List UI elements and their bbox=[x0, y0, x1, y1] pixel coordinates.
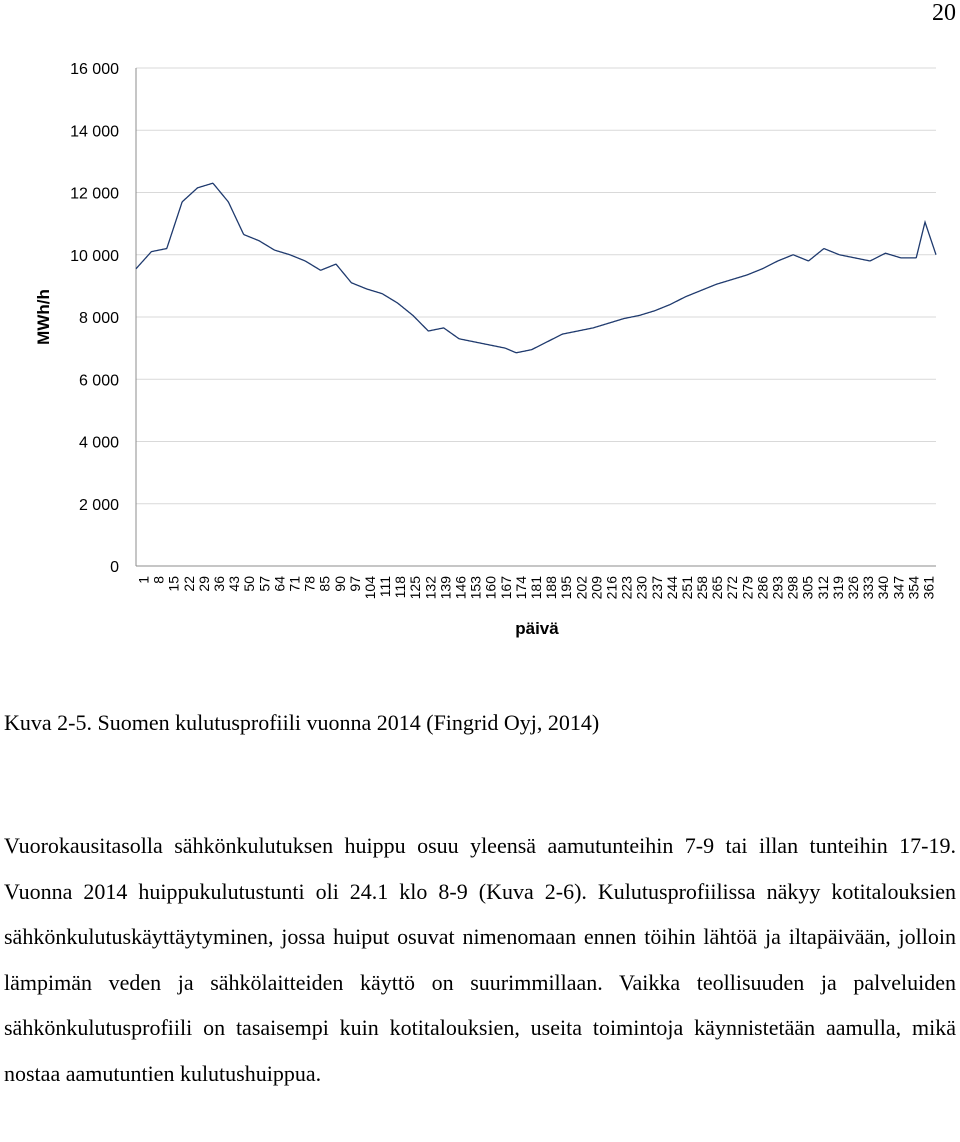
x-tick-label: 181 bbox=[528, 576, 544, 600]
x-tick-label: 258 bbox=[694, 576, 711, 600]
x-tick-label: 223 bbox=[618, 576, 635, 600]
y-tick-labels bbox=[70, 61, 119, 576]
x-tick-label: 319 bbox=[829, 576, 846, 600]
x-tick-label: 237 bbox=[648, 576, 665, 600]
chart-gridlines bbox=[136, 68, 936, 566]
y-tick-label: 12 000 bbox=[70, 185, 119, 203]
x-tick-label: 71 bbox=[286, 576, 303, 592]
series-line bbox=[136, 183, 936, 352]
y-tick-label: 4 000 bbox=[78, 434, 119, 452]
x-tick-label: 333 bbox=[860, 576, 877, 600]
x-tick-label: 78 bbox=[301, 576, 318, 592]
y-tick-label: 10 000 bbox=[70, 247, 119, 265]
consumption-chart bbox=[0, 40, 960, 660]
x-tick-label: 22 bbox=[180, 576, 197, 592]
x-tick-label: 272 bbox=[724, 576, 741, 600]
y-tick-label: 6 000 bbox=[78, 372, 119, 390]
x-tick-label: 361 bbox=[920, 576, 937, 600]
x-tick-label: 57 bbox=[256, 576, 273, 592]
x-tick-label: 209 bbox=[588, 576, 605, 600]
x-axis-label: päivä bbox=[515, 619, 559, 638]
y-tick-label: 0 bbox=[110, 559, 119, 576]
y-tick-label: 16 000 bbox=[70, 61, 119, 78]
x-tick-label: 29 bbox=[195, 576, 212, 592]
x-tick-label: 347 bbox=[890, 576, 907, 600]
x-tick-label: 312 bbox=[814, 576, 831, 600]
x-tick-label: 1 bbox=[135, 576, 152, 584]
x-tick-label: 216 bbox=[603, 576, 620, 600]
x-tick-label: 43 bbox=[226, 576, 243, 592]
y-tick-label: 14 000 bbox=[70, 123, 119, 141]
y-tick-label: 8 000 bbox=[78, 310, 119, 327]
x-tick-label: 202 bbox=[573, 576, 590, 600]
x-tick-label: 15 bbox=[165, 576, 182, 592]
x-tick-label: 174 bbox=[512, 576, 529, 600]
y-tick-label: 2 000 bbox=[78, 496, 119, 514]
x-tick-label: 118 bbox=[392, 576, 409, 599]
x-tick-label: 354 bbox=[905, 576, 922, 600]
x-tick-label: 50 bbox=[241, 576, 258, 592]
x-tick-label: 244 bbox=[663, 576, 680, 600]
x-tick-label: 90 bbox=[331, 576, 348, 592]
figure-caption: Kuva 2-5. Suomen kulutusprofiili vuonna 2014 (Fingrid Oyj, 2014) bbox=[4, 710, 600, 735]
x-tick-label: 195 bbox=[558, 576, 575, 600]
x-tick-label: 111 bbox=[377, 576, 394, 598]
x-tick-label: 146 bbox=[452, 576, 469, 600]
x-tick-label: 286 bbox=[754, 576, 771, 600]
x-tick-label: 188 bbox=[543, 576, 560, 600]
x-tick-labels bbox=[136, 576, 937, 600]
x-tick-label: 85 bbox=[316, 576, 333, 592]
x-tick-label: 153 bbox=[467, 576, 484, 600]
x-tick-label: 167 bbox=[497, 576, 514, 600]
page-number: 20 bbox=[932, 0, 956, 26]
x-tick-label: 251 bbox=[678, 576, 695, 600]
x-tick-label: 132 bbox=[422, 576, 439, 600]
x-tick-label: 36 bbox=[211, 576, 228, 592]
x-tick-label: 97 bbox=[346, 576, 363, 592]
x-tick-label: 298 bbox=[784, 576, 801, 600]
x-tick-label: 279 bbox=[739, 576, 756, 600]
x-tick-label: 340 bbox=[875, 576, 892, 600]
x-tick-label: 326 bbox=[844, 576, 861, 600]
x-tick-label: 139 bbox=[437, 576, 454, 600]
body-paragraph: Vuorokausitasolla sähkönkulutuksen huippu osuu yleensä aamutunteihin 7-9 tai illan tunteihin 17-19. Vuonna 2014 huippukulutustunti oli 24.1 klo 8-9 (Kuva 2-6). Kulutusprofiilissa näkyy kotitalouksien sähkönkulutuskäyttäytyminen, jossa huiput osuvat nimenomaan ennen töihin lähtöä ja iltapäivään, jolloin lämpimän veden ja sähkölaitteiden käyttö on suurimmillaan. Vaikka teollisuuden ja palveluiden sähkönkulutusprofiili on tasaisempi kuin kotitalouksien, useita toimintoja käynnistetään aamulla, mikä nostaa aamutuntien kulutushuippua. bbox=[4, 833, 956, 1086]
series-layer bbox=[136, 183, 936, 352]
x-tick-label: 293 bbox=[769, 576, 786, 600]
x-tick-label: 265 bbox=[709, 576, 726, 600]
x-tick-label: 125 bbox=[407, 576, 424, 600]
x-tick-label: 8 bbox=[150, 576, 167, 584]
x-tick-label: 64 bbox=[271, 576, 288, 592]
x-tick-label: 305 bbox=[799, 576, 816, 600]
x-tick-label: 104 bbox=[361, 576, 378, 600]
x-tick-label: 230 bbox=[633, 576, 650, 600]
x-tick-label: 160 bbox=[482, 576, 499, 600]
y-axis-label: MWh/h bbox=[34, 289, 53, 345]
